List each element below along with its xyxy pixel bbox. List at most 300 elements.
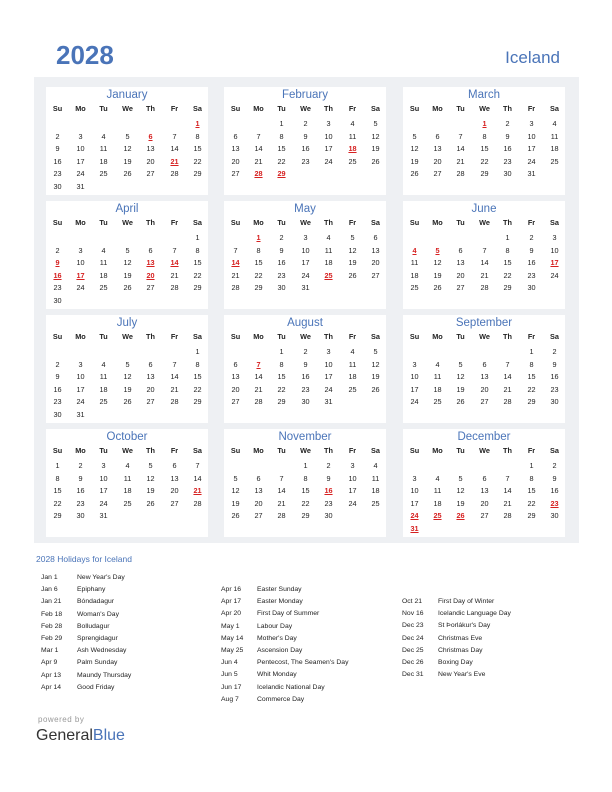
weekday-header: Th bbox=[146, 332, 155, 341]
weekday-header: Sa bbox=[550, 446, 559, 455]
day-cell: 29 bbox=[503, 283, 512, 293]
day-cell: 7 bbox=[256, 131, 261, 141]
weekday-header: We bbox=[300, 446, 311, 455]
weekday-header: Su bbox=[409, 446, 420, 455]
holiday-column bbox=[41, 574, 216, 696]
day-cell: 7 bbox=[279, 473, 284, 483]
day-cell: 22 bbox=[527, 498, 536, 508]
day-cell: 13 bbox=[480, 486, 489, 496]
day-cell: 11 bbox=[550, 131, 559, 141]
weekday-header: Fr bbox=[527, 218, 536, 227]
day-cell: 8 bbox=[195, 245, 200, 255]
day-cell: 19 bbox=[371, 144, 380, 154]
brand-logo[interactable] bbox=[36, 727, 125, 745]
day-cell: 2 bbox=[552, 347, 557, 356]
weekday-header: Fr bbox=[170, 332, 179, 341]
weekday-header: Fr bbox=[348, 332, 357, 341]
day-cell: 21 bbox=[503, 384, 512, 394]
day-cell: 2 bbox=[326, 461, 331, 470]
day-cell: 22 bbox=[277, 384, 286, 394]
day-cell: 27 bbox=[480, 511, 489, 521]
holiday-row bbox=[402, 635, 577, 647]
month-name: February bbox=[281, 89, 329, 101]
day-cell: 12 bbox=[231, 486, 240, 496]
day-cell: 15 bbox=[277, 372, 286, 382]
day-cell: 10 bbox=[550, 245, 559, 255]
holiday-day-cell: 1 bbox=[482, 119, 487, 128]
month-november bbox=[224, 429, 386, 537]
weekday-header: Su bbox=[52, 104, 63, 113]
month-april bbox=[46, 201, 208, 309]
day-cell: 15 bbox=[277, 144, 286, 154]
weekday-header: Th bbox=[503, 446, 512, 455]
day-cell: 17 bbox=[76, 156, 85, 166]
day-cell: 26 bbox=[146, 498, 155, 508]
day-cell: 15 bbox=[527, 372, 536, 382]
holiday-row bbox=[221, 610, 396, 622]
day-cell: 17 bbox=[410, 498, 419, 508]
day-cell: 8 bbox=[195, 131, 200, 141]
holiday-day-cell: 25 bbox=[433, 511, 442, 521]
holiday-date: May 14 bbox=[221, 634, 244, 642]
holiday-date: Aug 7 bbox=[221, 695, 239, 703]
weekday-header: Fr bbox=[527, 332, 536, 341]
day-cell: 8 bbox=[256, 245, 261, 255]
month-name: October bbox=[106, 431, 148, 443]
holiday-row bbox=[402, 647, 577, 659]
day-cell: 3 bbox=[101, 461, 106, 470]
day-cell: 17 bbox=[76, 384, 85, 394]
weekday-header: Mo bbox=[253, 446, 264, 455]
holiday-row bbox=[221, 635, 396, 647]
day-cell: 12 bbox=[371, 131, 380, 141]
day-cell: 29 bbox=[277, 397, 286, 407]
weekday-header: Sa bbox=[371, 218, 380, 227]
day-cell: 16 bbox=[53, 384, 62, 394]
day-cell: 25 bbox=[348, 384, 357, 394]
day-cell: 7 bbox=[172, 131, 177, 141]
day-cell: 15 bbox=[193, 144, 202, 154]
holiday-date: Apr 14 bbox=[41, 683, 62, 691]
holiday-row bbox=[41, 684, 216, 696]
day-cell: 5 bbox=[373, 119, 378, 128]
day-cell: 16 bbox=[301, 372, 310, 382]
day-cell: 4 bbox=[350, 119, 355, 128]
day-cell: 23 bbox=[76, 498, 85, 508]
day-cell: 12 bbox=[146, 473, 155, 483]
month-name: November bbox=[278, 431, 332, 443]
holiday-row bbox=[221, 659, 396, 671]
day-cell: 6 bbox=[148, 359, 153, 369]
day-cell: 3 bbox=[303, 233, 308, 242]
day-cell: 23 bbox=[53, 169, 62, 179]
day-cell: 9 bbox=[55, 372, 60, 382]
day-cell: 17 bbox=[324, 372, 333, 382]
holiday-day-cell: 13 bbox=[146, 258, 155, 268]
weekday-header: Th bbox=[324, 332, 333, 341]
weekday-header: Su bbox=[409, 218, 420, 227]
holiday-row bbox=[221, 586, 396, 598]
day-cell: 4 bbox=[101, 359, 106, 369]
day-cell: 18 bbox=[324, 258, 333, 268]
weekday-header: Su bbox=[230, 104, 241, 113]
holiday-row bbox=[41, 647, 216, 659]
weekday-header: We bbox=[479, 332, 490, 341]
day-cell: 6 bbox=[435, 131, 440, 141]
month-june bbox=[403, 201, 565, 309]
day-cell: 26 bbox=[410, 169, 419, 179]
day-cell: 27 bbox=[170, 498, 179, 508]
day-cell: 18 bbox=[99, 270, 108, 280]
weekday-header: Mo bbox=[75, 104, 86, 113]
weekday-header: Tu bbox=[99, 218, 108, 227]
day-cell: 22 bbox=[254, 270, 263, 280]
day-cell: 22 bbox=[277, 156, 286, 166]
brand-blue: Blue bbox=[92, 727, 125, 744]
day-cell: 28 bbox=[480, 283, 489, 293]
holiday-day-cell: 21 bbox=[170, 156, 179, 166]
day-cell: 6 bbox=[233, 131, 238, 141]
day-cell: 12 bbox=[456, 486, 465, 496]
holiday-name: Ash Wednesday bbox=[77, 647, 127, 655]
holiday-row bbox=[221, 696, 396, 708]
weekday-header: Sa bbox=[193, 104, 202, 113]
day-cell: 3 bbox=[412, 473, 417, 483]
day-cell: 26 bbox=[433, 283, 442, 293]
day-cell: 30 bbox=[503, 169, 512, 179]
day-cell: 17 bbox=[527, 144, 536, 154]
month-name: January bbox=[106, 89, 148, 101]
holiday-name: Mother's Day bbox=[257, 634, 297, 642]
day-cell: 5 bbox=[350, 233, 355, 242]
day-cell: 6 bbox=[482, 359, 487, 369]
holiday-day-cell: 21 bbox=[193, 486, 202, 496]
day-cell: 17 bbox=[301, 258, 310, 268]
day-cell: 1 bbox=[195, 233, 200, 242]
day-cell: 20 bbox=[146, 156, 155, 166]
day-cell: 28 bbox=[503, 511, 512, 521]
day-cell: 16 bbox=[53, 156, 62, 166]
day-cell: 18 bbox=[123, 486, 132, 496]
day-cell: 5 bbox=[458, 359, 463, 369]
day-cell: 9 bbox=[78, 473, 83, 483]
day-cell: 5 bbox=[125, 359, 130, 369]
day-cell: 13 bbox=[480, 372, 489, 382]
weekday-header: Th bbox=[503, 104, 512, 113]
day-cell: 11 bbox=[371, 473, 380, 483]
day-cell: 30 bbox=[53, 182, 62, 191]
day-cell: 27 bbox=[433, 169, 442, 179]
holiday-name: Christmas Eve bbox=[438, 634, 483, 642]
weekday-header: We bbox=[479, 104, 490, 113]
day-cell: 4 bbox=[552, 119, 557, 128]
day-cell: 27 bbox=[231, 397, 240, 407]
day-cell: 5 bbox=[125, 245, 130, 255]
day-cell: 12 bbox=[123, 144, 132, 154]
year-title: 2028 bbox=[56, 40, 114, 70]
holiday-date: Dec 26 bbox=[402, 658, 424, 666]
day-cell: 28 bbox=[193, 498, 202, 508]
day-cell: 6 bbox=[458, 245, 463, 255]
holiday-name: Sprengidagur bbox=[77, 634, 118, 642]
holiday-date: Dec 24 bbox=[402, 634, 424, 642]
day-cell: 22 bbox=[193, 156, 202, 166]
day-cell: 20 bbox=[231, 156, 240, 166]
day-cell: 8 bbox=[55, 473, 60, 483]
day-cell: 13 bbox=[433, 144, 442, 154]
day-cell: 20 bbox=[480, 498, 489, 508]
weekday-header: Mo bbox=[432, 104, 443, 113]
day-cell: 20 bbox=[480, 384, 489, 394]
day-cell: 25 bbox=[410, 283, 419, 293]
day-cell: 29 bbox=[527, 397, 536, 407]
day-cell: 7 bbox=[172, 359, 177, 369]
day-cell: 22 bbox=[480, 156, 489, 166]
day-cell: 27 bbox=[254, 511, 263, 521]
weekday-header: Su bbox=[230, 446, 241, 455]
day-cell: 19 bbox=[410, 156, 419, 166]
day-cell: 18 bbox=[410, 270, 419, 280]
weekday-header: Sa bbox=[550, 218, 559, 227]
holiday-name: Icelandic National Day bbox=[257, 683, 325, 691]
day-cell: 10 bbox=[99, 473, 108, 483]
holiday-row bbox=[41, 635, 216, 647]
day-cell: 29 bbox=[527, 511, 536, 521]
holiday-date: Apr 17 bbox=[221, 598, 242, 606]
day-cell: 4 bbox=[435, 473, 440, 483]
day-cell: 29 bbox=[193, 169, 202, 179]
holiday-name: New Year's Day bbox=[77, 574, 125, 581]
day-cell: 8 bbox=[529, 473, 534, 483]
day-cell: 15 bbox=[527, 486, 536, 496]
month-february bbox=[224, 87, 386, 195]
day-cell: 29 bbox=[193, 283, 202, 293]
day-cell: 25 bbox=[433, 397, 442, 407]
weekday-header: Sa bbox=[371, 446, 380, 455]
month-october bbox=[46, 429, 208, 537]
holiday-day-cell: 18 bbox=[348, 144, 357, 154]
weekday-header: Su bbox=[230, 218, 241, 227]
holidays-title: 2028 Holidays for Iceland bbox=[36, 554, 132, 564]
holiday-day-cell: 16 bbox=[53, 270, 62, 280]
day-cell: 31 bbox=[99, 511, 108, 521]
weekday-header: Tu bbox=[277, 104, 286, 113]
day-cell: 1 bbox=[303, 461, 308, 470]
weekday-header: Su bbox=[52, 218, 63, 227]
day-cell: 1 bbox=[279, 347, 284, 356]
holiday-row bbox=[402, 659, 577, 671]
day-cell: 8 bbox=[482, 131, 487, 141]
weekday-header: Mo bbox=[253, 104, 264, 113]
holiday-name: Boxing Day bbox=[438, 658, 473, 666]
day-cell: 29 bbox=[301, 511, 310, 521]
day-cell: 30 bbox=[76, 511, 85, 521]
weekday-header: Mo bbox=[253, 332, 264, 341]
day-cell: 4 bbox=[435, 359, 440, 369]
day-cell: 31 bbox=[527, 169, 536, 179]
weekday-header: Tu bbox=[456, 332, 465, 341]
holiday-date: Apr 9 bbox=[41, 659, 58, 667]
weekday-header: Mo bbox=[75, 332, 86, 341]
day-cell: 30 bbox=[53, 296, 62, 305]
day-cell: 26 bbox=[456, 397, 465, 407]
month-name: April bbox=[115, 203, 139, 215]
day-cell: 15 bbox=[480, 144, 489, 154]
day-cell: 1 bbox=[529, 461, 534, 470]
day-cell: 18 bbox=[99, 156, 108, 166]
day-cell: 11 bbox=[99, 372, 108, 382]
day-cell: 27 bbox=[146, 169, 155, 179]
day-cell: 1 bbox=[279, 119, 284, 128]
day-cell: 27 bbox=[371, 270, 380, 280]
day-cell: 9 bbox=[552, 359, 557, 369]
month-august bbox=[224, 315, 386, 423]
holiday-name: Epiphany bbox=[77, 586, 106, 594]
weekday-header: Tu bbox=[277, 332, 286, 341]
weekday-header: We bbox=[122, 332, 133, 341]
day-cell: 24 bbox=[348, 498, 357, 508]
powered-by-label: powered by bbox=[38, 715, 85, 724]
holiday-day-cell: 14 bbox=[170, 258, 179, 268]
holiday-name: Woman's Day bbox=[77, 610, 119, 618]
day-cell: 22 bbox=[193, 270, 202, 280]
day-cell: 2 bbox=[303, 347, 308, 356]
month-name: December bbox=[457, 431, 511, 443]
weekday-header: Su bbox=[230, 332, 241, 341]
day-cell: 21 bbox=[503, 498, 512, 508]
day-cell: 22 bbox=[503, 270, 512, 280]
weekday-header: Fr bbox=[348, 218, 357, 227]
day-cell: 11 bbox=[348, 359, 357, 369]
day-cell: 4 bbox=[125, 461, 130, 470]
day-cell: 11 bbox=[123, 473, 132, 483]
day-cell: 30 bbox=[301, 397, 310, 407]
holiday-name: New Year's Eve bbox=[438, 671, 486, 679]
day-cell: 26 bbox=[348, 270, 357, 280]
weekday-header: Fr bbox=[348, 104, 357, 113]
weekday-header: Th bbox=[324, 104, 333, 113]
holiday-date: Jun 17 bbox=[221, 683, 242, 691]
day-cell: 26 bbox=[123, 169, 132, 179]
day-cell: 17 bbox=[324, 144, 333, 154]
weekday-header: Fr bbox=[170, 104, 179, 113]
day-cell: 20 bbox=[371, 258, 380, 268]
month-name: June bbox=[471, 203, 497, 215]
weekday-header: Tu bbox=[277, 218, 286, 227]
holiday-date: Jun 5 bbox=[221, 671, 238, 679]
holiday-date: Jun 4 bbox=[221, 659, 238, 667]
day-cell: 8 bbox=[279, 131, 284, 141]
day-cell: 10 bbox=[324, 131, 333, 141]
day-cell: 27 bbox=[231, 169, 240, 179]
day-cell: 16 bbox=[503, 144, 512, 154]
day-cell: 26 bbox=[231, 511, 240, 521]
day-cell: 9 bbox=[326, 473, 331, 483]
day-cell: 25 bbox=[550, 156, 559, 166]
holiday-date: Dec 23 bbox=[402, 622, 424, 630]
day-cell: 27 bbox=[480, 397, 489, 407]
day-cell: 28 bbox=[254, 397, 263, 407]
day-cell: 14 bbox=[503, 486, 512, 496]
day-cell: 15 bbox=[53, 486, 62, 496]
holiday-day-cell: 6 bbox=[148, 131, 153, 141]
day-cell: 28 bbox=[456, 169, 465, 179]
weekday-header: Th bbox=[503, 218, 512, 227]
day-cell: 9 bbox=[303, 359, 308, 369]
day-cell: 17 bbox=[99, 486, 108, 496]
day-cell: 24 bbox=[99, 498, 108, 508]
day-cell: 24 bbox=[301, 270, 310, 280]
day-cell: 25 bbox=[99, 283, 108, 293]
day-cell: 12 bbox=[433, 258, 442, 268]
weekday-header: Tu bbox=[456, 218, 465, 227]
day-cell: 28 bbox=[277, 511, 286, 521]
day-cell: 2 bbox=[55, 359, 60, 369]
day-cell: 23 bbox=[324, 498, 333, 508]
weekday-header: Th bbox=[324, 218, 333, 227]
holiday-name: Pentecost, The Seamen's Day bbox=[257, 659, 349, 667]
month-september bbox=[403, 315, 565, 423]
holiday-date: Mar 1 bbox=[41, 647, 59, 655]
day-cell: 7 bbox=[172, 245, 177, 255]
weekday-header: We bbox=[122, 446, 133, 455]
day-cell: 6 bbox=[148, 245, 153, 255]
day-cell: 15 bbox=[503, 258, 512, 268]
day-cell: 16 bbox=[550, 486, 559, 496]
weekday-header: Fr bbox=[348, 446, 357, 455]
day-cell: 21 bbox=[231, 270, 240, 280]
brand-general: General bbox=[36, 727, 93, 744]
weekday-header: We bbox=[479, 446, 490, 455]
weekday-header: Th bbox=[146, 446, 155, 455]
weekday-header: Mo bbox=[75, 446, 86, 455]
holiday-name: First Day of Winter bbox=[438, 598, 495, 605]
day-cell: 14 bbox=[480, 258, 489, 268]
day-cell: 23 bbox=[53, 397, 62, 407]
day-cell: 14 bbox=[254, 144, 263, 154]
day-cell: 15 bbox=[301, 486, 310, 496]
day-cell: 3 bbox=[78, 245, 83, 255]
day-cell: 2 bbox=[552, 461, 557, 470]
weekday-header: Sa bbox=[371, 104, 380, 113]
day-cell: 30 bbox=[53, 410, 62, 419]
holiday-row bbox=[221, 623, 396, 635]
holiday-column bbox=[221, 586, 396, 708]
holiday-date: Feb 28 bbox=[41, 622, 63, 630]
holiday-day-cell: 26 bbox=[456, 511, 465, 521]
day-cell: 7 bbox=[505, 473, 510, 483]
holiday-day-cell: 5 bbox=[435, 245, 440, 255]
day-cell: 13 bbox=[146, 372, 155, 382]
holiday-name: Commerce Day bbox=[257, 695, 305, 703]
day-cell: 6 bbox=[482, 473, 487, 483]
holiday-date: Apr 13 bbox=[41, 671, 62, 679]
day-cell: 20 bbox=[456, 270, 465, 280]
day-cell: 10 bbox=[410, 372, 419, 382]
day-cell: 21 bbox=[456, 156, 465, 166]
holiday-name: Bóndadagur bbox=[77, 598, 115, 606]
day-cell: 8 bbox=[195, 359, 200, 369]
month-july bbox=[46, 315, 208, 423]
holiday-name: Christmas Day bbox=[438, 646, 483, 654]
day-cell: 31 bbox=[76, 410, 85, 419]
holiday-row bbox=[41, 586, 216, 598]
month-name: May bbox=[294, 203, 316, 215]
day-cell: 27 bbox=[146, 283, 155, 293]
weekday-header: Su bbox=[52, 446, 63, 455]
day-cell: 14 bbox=[170, 372, 179, 382]
holiday-day-cell: 1 bbox=[256, 233, 261, 242]
